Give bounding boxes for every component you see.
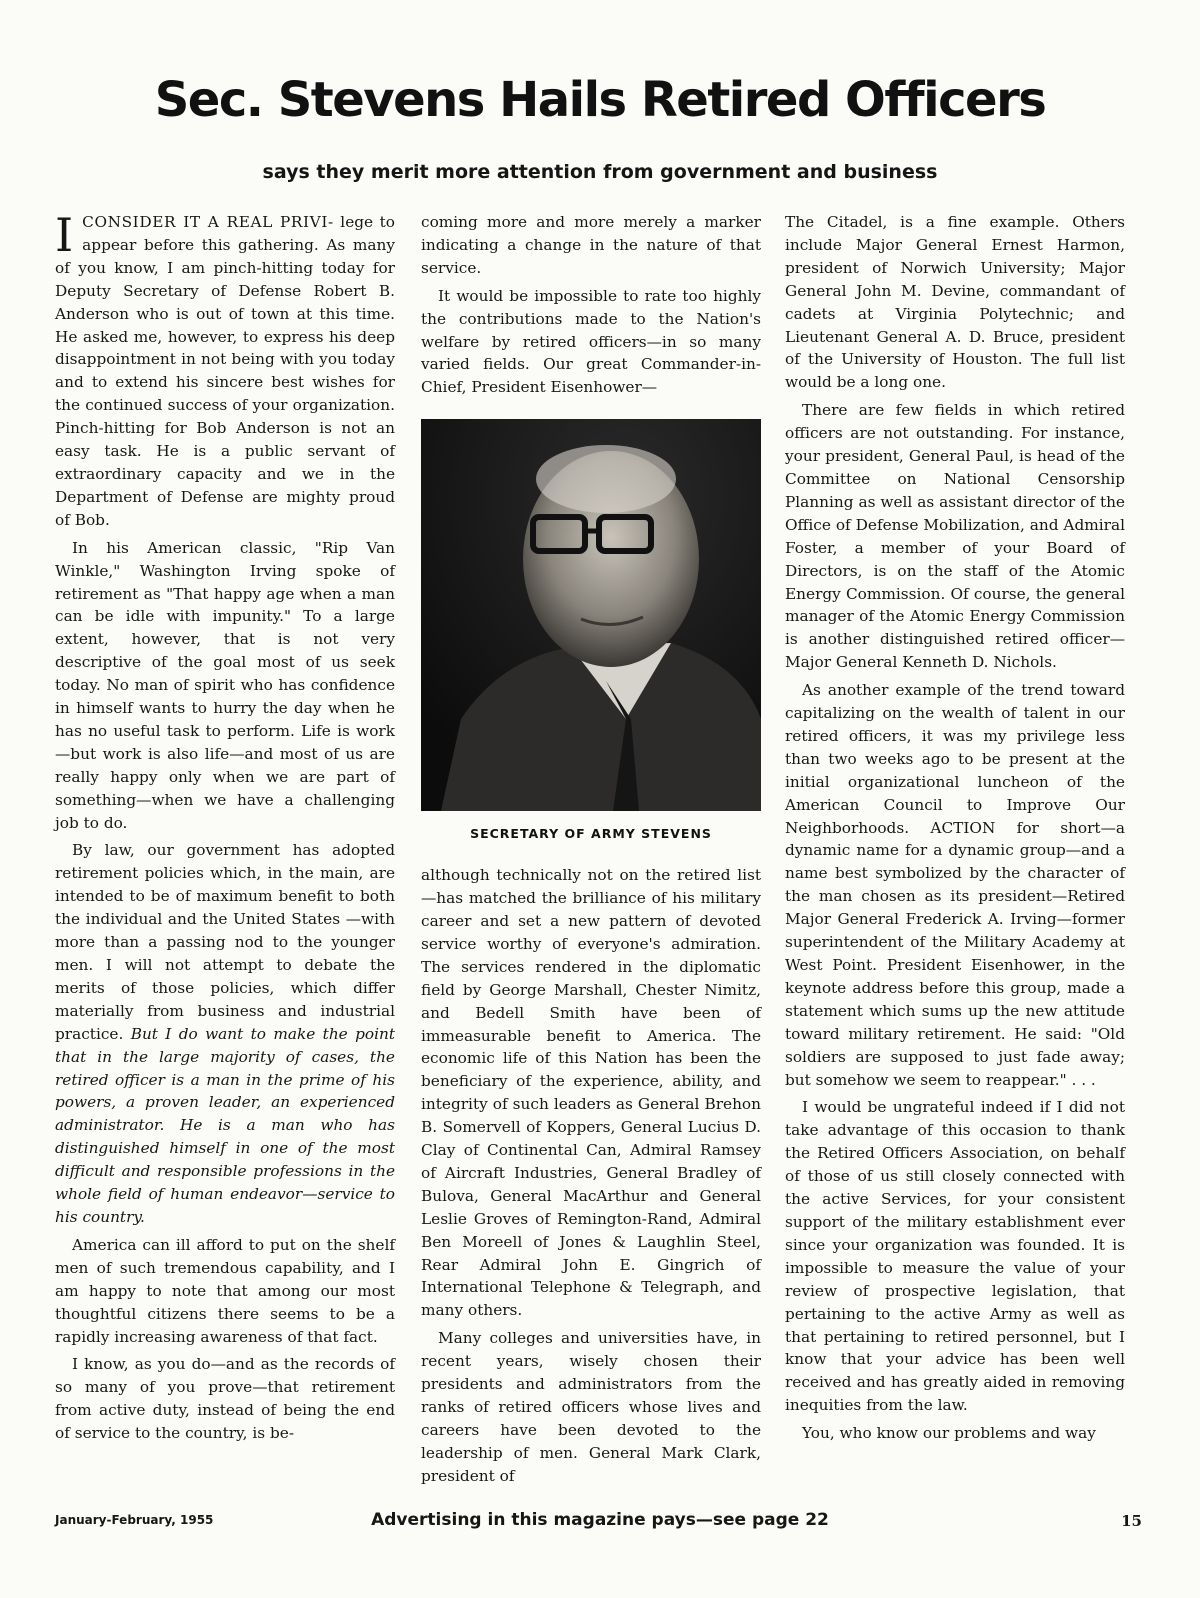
article-subtitle: says they merit more attention from government and business — [262, 161, 938, 183]
article-column-1 — [55, 208, 395, 1450]
photo-caption: SECRETARY OF ARMY STEVENS — [470, 826, 712, 842]
emphasized-text: But I do want to make the point that in the large majority of cases, the retired officer is a man in the prime of his powers, a proven leader, an experienced administrator. He is a man who has distinguished himself in one of the most difficult and responsible professions in the whole field of human endeavor—service to his country. — [55, 1024, 395, 1226]
issue-date: January-February, 1955 — [55, 1513, 214, 1527]
advertising-promo: Advertising in this magazine pays—see page 22 — [371, 1510, 829, 1530]
drop-cap: I — [55, 208, 74, 262]
paragraph: The Citadel, is a fine example. Others include Major General Ernest Harmon, president of Norwich University; Major General John M. Devine, commandant of cadets at Virginia Polytechnic; and Lieutenant General A. D. Bruce, president of the University of Houston. The full list would be a long one. — [785, 213, 1125, 392]
paragraph: although technically not on the retired list—has matched the brilliance of his military career and set a new pattern of devoted service worthy of everyone's admiration. The services rendered in the diplomatic field by George Marshall, Chester Nimitz, and Bedell Smith have been of immeasurable benefit to America. The economic life of this Nation has been the beneficiary of the experience, ability, and integrity of such leaders as General Brehon B. Somervell of Koppers, General Lucius D. Clay of Continental Can, Admiral Ramsey of Aircraft Industries, General Bradley of Bulova, General MacArthur and General Leslie Groves of Remington-Rand, Admiral Ben Moreell of Jones & Laughlin Steel, Rear Admiral John E. Gingrich of International Telephone & Telegraph, and many others. — [421, 866, 761, 1320]
paragraph-text: By law, our government has adopted retirement policies which, in the main, are intended to be of maximum benefit to both the individual and the United States —with more than a passing nod to the younger men. I will not attempt to debate the merits of those policies, which differ materially from business and industrial practice. — [55, 841, 395, 1043]
paragraph-text: lege to appear before this gathering. As many of you know, I am pinch-hitting today for Deputy Secretary of Defense Robert B. Anderson who is out of town at this time. He asked me, however, to express his deep disappointment in not being with you today and to extend his sincere best wishes for the continued success of your organization. Pinch-hitting for Bob Anderson is not an easy task. He is a public servant of extraordinary capacity and we in the Department of Defense are mighty proud of Bob. — [55, 213, 395, 529]
article-title: Sec. Stevens Hails Retired Officers — [154, 72, 1046, 128]
paragraph: coming more and more merely a marker indicating a change in the nature of that service. — [421, 213, 761, 277]
paragraph: You, who know our problems and way — [802, 1424, 1096, 1443]
page-number: 15 — [1121, 1512, 1142, 1530]
article-column-3 — [785, 211, 1125, 1450]
paragraph — [55, 839, 395, 1228]
portrait-photo — [421, 419, 761, 811]
page-footer — [0, 1510, 1200, 1534]
paragraph: Many colleges and universities have, in recent years, wisely chosen their presidents and administrators from the ranks of retired officers whose lives and careers have been devoted to the leadership of men. General Mark Clark, president of — [421, 1329, 761, 1485]
opening-caps: CONSIDER IT A REAL PRIVI- — [82, 213, 334, 231]
paragraph: There are few fields in which retired officers are not outstanding. For instance, your president, General Paul, is head of the Committee on National Censorship Planning as well as assistant director of the Office of Defense Mobilization, and Admiral Foster, a member of your Board of Directors, is on the staff of the Atomic Energy Commission. Of course, the general manager of the Atomic Energy Commission is another distinguished retired officer—Major General Kenneth D. Nichols. — [785, 401, 1125, 672]
paragraph — [55, 208, 395, 532]
paragraph: It would be impossible to rate too highly the contributions made to the Nation's welfare by retired officers—in so many varied fields. Our great Commander-in-Chief, President Eisenhower— — [421, 286, 761, 397]
article-column-2 — [421, 211, 761, 1493]
paragraph: I would be ungrateful indeed if I did not take advantage of this occasion to thank the Retired Officers Association, on behalf of those of us still closely connected with the active Services, for your consistent support of the military establishment ever since your organization was founded. It is impossible to measure the value of your review of prospective legislation, that pertaining to the active Army as well as that pertaining to retired personnel, but I know that your advice has been well received and has greatly aided in removing inequities from the law. — [785, 1098, 1125, 1415]
paragraph: As another example of the trend toward capitalizing on the wealth of talent in our retired officers, it was my privilege less than two weeks ago to be present at the initial organizational luncheon of the American Council to Improve Our Neighborhoods. ACTION for short—a dynamic name for a dynamic group—and a name best symbolized by the character of the man chosen as its president—Retired Major General Frederick A. Irving—former superintendent of the Military Academy at West Point. President Eisenhower, in the keynote address before this group, made a statement which sums up the new attitude toward military retirement. He said: "Old soldiers are supposed to just fade away; but somehow we seem to reappear." . . . — [785, 681, 1125, 1089]
paragraph: America can ill afford to put on the shelf men of such tremendous capability, and I am happy to note that among our most thoughtful citizens there seems to be a rapidly increasing awareness of that fact. — [55, 1235, 395, 1346]
paragraph: In his American classic, "Rip Van Winkle," Washington Irving spoke of retirement as "That happy age when a man can be idle with impunity." To a large extent, however, that is not very descriptive of the goal most of us seek today. No man of spirit who has confidence in himself wants to hurry the day when he has no useful task to perform. Life is work—but work is also life—and most of us are really happy only when we are part of something—when we have a challenging job to do. — [55, 538, 395, 832]
paragraph: I know, as you do—and as the records of so many of you prove—that retirement from active duty, instead of being the end of service to the country, is be- — [55, 1355, 395, 1443]
